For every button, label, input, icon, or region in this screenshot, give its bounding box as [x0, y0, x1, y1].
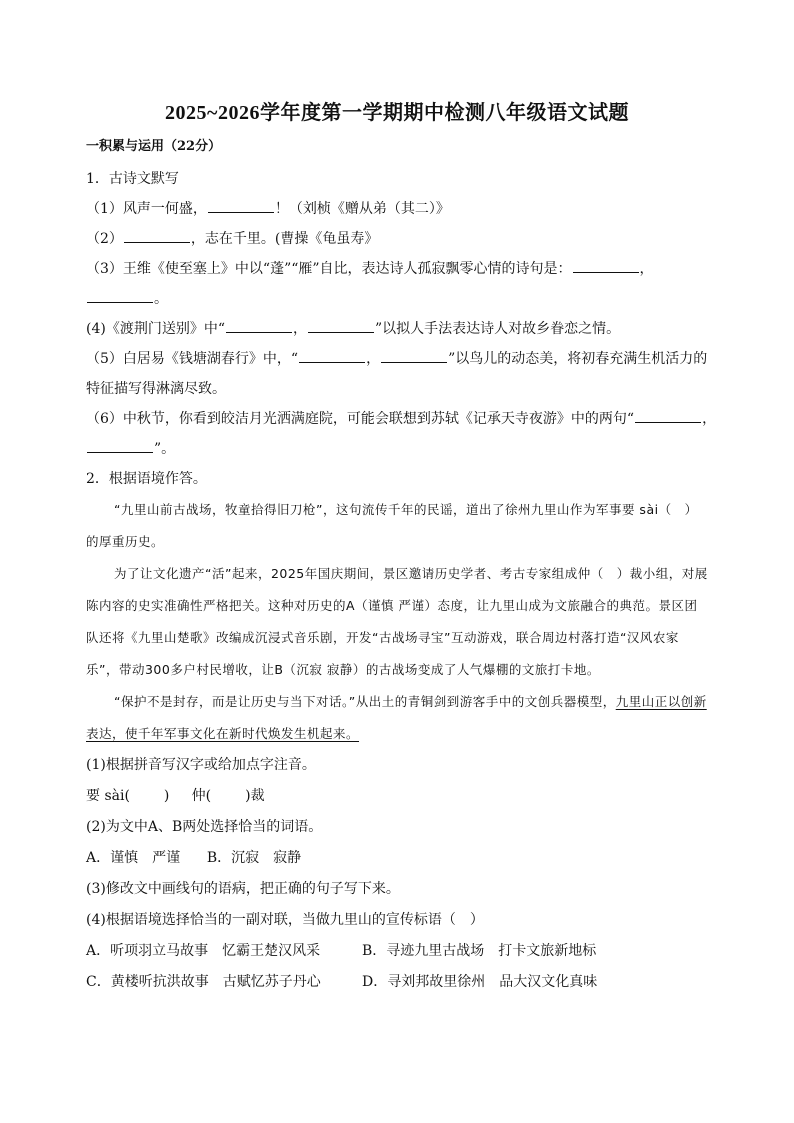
- q1-item-5-mid: ，: [366, 351, 381, 367]
- answer-blank[interactable]: [124, 228, 190, 243]
- passage-paragraph-3-text: “保护不是封存，而是让历史与当下对话。”从出土的青铜剑到游客手中的文创兵器模型，: [114, 694, 616, 709]
- q2-sub-2-options: [86, 843, 708, 874]
- q2-sub-3: (3)修改文中画线句的语病，把正确的句子写下来。: [86, 881, 400, 897]
- q1-item-6-pre: （6）中秋节，你看到皎洁月光洒满庭院，可能会联想到苏轼《记承天寺夜游》中的两句“: [86, 411, 635, 427]
- answer-blank[interactable]: [208, 198, 274, 213]
- q1-item-4-pre: (4)《渡荆门送别》中“: [86, 321, 225, 337]
- zhong-close: )裁: [245, 788, 265, 804]
- answer-blank[interactable]: [308, 318, 374, 333]
- q1-item-5-post: ”以鸟儿的动态美，将初春充满生机活力的: [448, 351, 708, 367]
- underlined-sentence: 九里山正以创新表达，使千年军事文化在新时代焕发生机起来。: [86, 694, 707, 741]
- options-row-2: [86, 967, 708, 998]
- answer-blank[interactable]: [299, 348, 365, 363]
- q2-sub-2: (2)为文中A、B两处选择恰当的词语。: [86, 819, 323, 835]
- q1-item-5: [86, 344, 708, 374]
- q1-stem: 1．古诗文默写: [86, 171, 179, 187]
- q2-sub-4: (4)根据语境选择恰当的一副对联，当做九里山的宣传标语（ ）: [86, 912, 484, 928]
- answer-blank[interactable]: [635, 408, 701, 423]
- q1-item-1: [86, 194, 708, 224]
- answer-blank[interactable]: [226, 318, 292, 333]
- option-a-words[interactable]: A．谨慎 严谨: [86, 850, 181, 866]
- pinyin-sai-label: 要 sài(: [86, 788, 130, 804]
- q1-item-1-post: ！（刘桢《赠从弟（其二）》: [274, 201, 450, 217]
- q2-sub-1-answers: [86, 781, 708, 812]
- option-b[interactable]: B．寻迹九里古战场 打卡文旅新地标: [362, 943, 597, 959]
- passage-paragraph-3: [86, 686, 708, 750]
- q1-item-6: [86, 404, 717, 434]
- q1-item-3-text: （3）王维《使至塞上》中以“蓬”“雁”自比，表达诗人孤寂飘零心情的诗句是：: [86, 261, 572, 277]
- option-b-words[interactable]: B．沉寂 寂静: [206, 850, 302, 866]
- passage-paragraph-2: 为了让文化遗产“活”起来，2025年国庆期间，景区邀请历史学者、考古专家组成仲（ ）裁小组，对展陈内容的史实准确性严格把关。这种对历史的A（谨慎 严谨）态度，让九里山成为文旅融合的典范。景区团队还将《九里山楚歌》改编成沉浸式音乐剧，开发“古战场寻宝”互动游戏，联合周边村落打造“汉风农家乐”，带动300多户村民增收，让B（沉寂 寂静）的古战场变成了人气爆棚的文旅打卡地。: [86, 566, 708, 677]
- options-row-1: [86, 936, 708, 967]
- q1-item-2: [86, 224, 708, 254]
- q2-sub-1: (1)根据拼音写汉字或给加点字注音。: [86, 757, 316, 773]
- pinyin-sai-close: ): [163, 788, 170, 804]
- q1-item-2-post: ，志在千里。(曹操《龟虽寿》: [190, 231, 379, 247]
- passage-paragraph-1: “九里山前古战场，牧童拾得旧刀枪”，这句流传千年的民谣，道出了徐州九里山作为军事要 sài（ ）的厚重历史。: [86, 502, 698, 549]
- q1-item-4-mid: ，: [293, 321, 307, 337]
- zhong-label: 仲(: [191, 788, 212, 804]
- q1-item-3-comma: ，: [639, 261, 654, 277]
- q1-item-6-cont: [86, 434, 708, 464]
- q1-item-3-period: 。: [154, 291, 168, 307]
- q1-item-1-pre: （1）风声一何盛，: [86, 201, 207, 217]
- q1-item-4: [86, 314, 708, 344]
- answer-blank[interactable]: [87, 438, 153, 453]
- q1-item-3: [86, 254, 708, 284]
- option-a[interactable]: A．听项羽立马故事 忆霸王楚汉风采: [86, 943, 321, 959]
- exam-title: 2025~2026学年度第一学期期中检测八年级语文试题: [165, 102, 629, 124]
- answer-blank[interactable]: [87, 288, 153, 303]
- q1-item-3-cont: [86, 284, 708, 314]
- q1-item-5-cont: 特征描写得淋漓尽致。: [86, 381, 226, 397]
- section-heading: 一积累与运用（22分）: [86, 139, 222, 154]
- q1-item-6-mid: ，: [702, 411, 717, 427]
- q1-item-6-post: ”。: [154, 441, 176, 457]
- answer-blank[interactable]: [381, 348, 447, 363]
- q1-item-4-post: ”以拟人手法表达诗人对故乡眷恋之情。: [375, 321, 621, 337]
- q1-item-2-pre: （2）: [86, 231, 123, 247]
- q2-stem: 2．根据语境作答。: [86, 471, 207, 487]
- answer-blank[interactable]: [573, 258, 639, 273]
- option-d[interactable]: D．寻刘邦故里徐州 品大汉文化真味: [362, 974, 598, 990]
- option-c[interactable]: C．黄楼听抗洪故事 古赋忆苏子丹心: [86, 974, 321, 990]
- q1-item-5-pre: （5）白居易《钱塘湖春行》中，“: [86, 351, 299, 367]
